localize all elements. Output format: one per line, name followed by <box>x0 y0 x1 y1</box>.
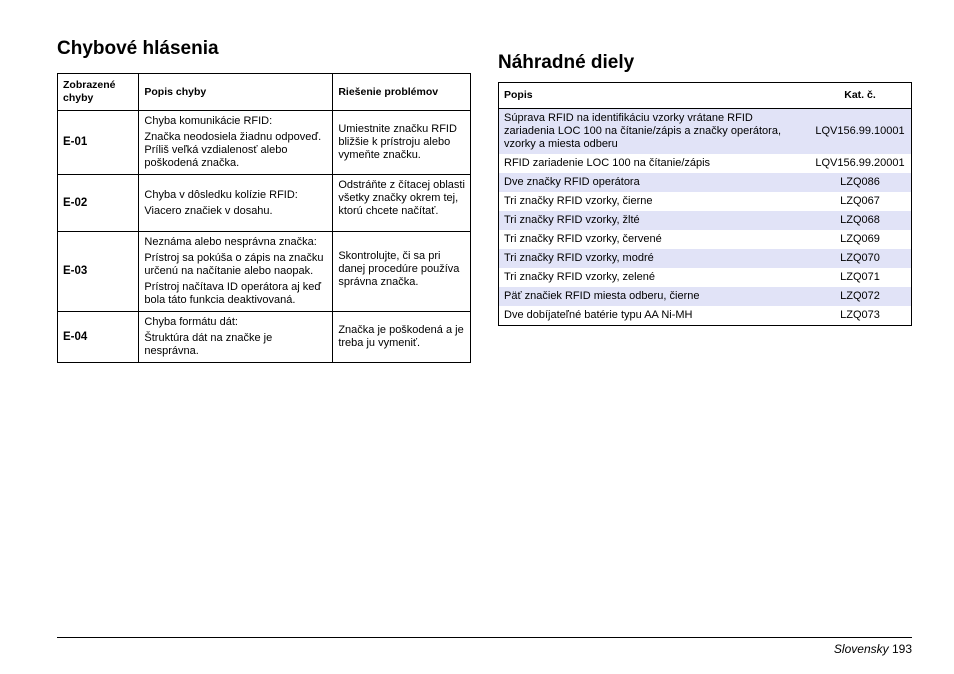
header-description: Popis chyby <box>139 74 333 111</box>
footer-language: Slovensky <box>833 642 889 656</box>
part-description: Súprava RFID na identifikáciu vzorky vrátane RFID zariadenia LOC 100 na čítanie/zápis a značky operátora, vzorky a miesta odberu <box>499 109 810 155</box>
footer-divider <box>57 637 912 638</box>
page-footer <box>834 642 912 656</box>
part-description: Tri značky RFID vzorky, žlté <box>499 211 810 230</box>
part-cat-number: LZQ069 <box>840 233 880 245</box>
part-description: RFID zariadenie LOC 100 na čítanie/zápis <box>504 157 711 169</box>
error-description-line: Chyba v dôsledku kolízie RFID: <box>144 188 298 201</box>
error-code: E-03 <box>58 232 139 312</box>
error-description <box>139 175 333 232</box>
error-description <box>139 312 333 363</box>
table-row <box>499 211 912 230</box>
spare-parts-title: Náhradné diely <box>498 52 635 73</box>
header-code: Zobrazené chyby <box>58 74 139 111</box>
table-row <box>499 249 912 268</box>
part-description: Päť značiek RFID miesta odberu, čierne <box>499 287 810 306</box>
error-description-line: Neznáma alebo nesprávna značka: <box>144 236 317 248</box>
table-row <box>499 192 912 211</box>
error-code: E-02 <box>58 175 139 232</box>
part-cat-number: LZQ073 <box>840 309 880 321</box>
error-description-line: Prístroj načítava ID operátora aj keď bola táto funkcia deaktivovaná. <box>144 281 322 306</box>
table-row <box>499 268 912 287</box>
header-description: Popis <box>499 83 810 109</box>
part-cat-number: LZQ067 <box>840 195 880 207</box>
error-solution: Umiestnite značku RFID bližšie k prístroju alebo vymeňte značku. <box>333 111 471 175</box>
table-row <box>58 312 471 363</box>
table-row <box>58 232 471 312</box>
error-solution: Odstráňte z čítacej oblasti všetky značky okrem tej, ktorú chcete načítať. <box>333 175 471 232</box>
part-cat-number: LQV156.99.20001 <box>815 157 905 169</box>
part-cat-number: LZQ086 <box>809 173 912 192</box>
error-description <box>139 232 333 312</box>
table-row <box>58 175 471 232</box>
error-description-line: Chyba formátu dát: <box>144 316 238 328</box>
error-solution: Značka je poškodená a je treba ju vymeniť. <box>333 312 471 363</box>
table-row <box>499 154 912 173</box>
error-description-line: Chyba komunikácie RFID: <box>144 115 273 127</box>
part-description: Dve dobíjateľné batérie typu AA Ni-MH <box>504 309 693 321</box>
error-description-line: Štruktúra dát na značke je nesprávna. <box>144 332 273 357</box>
error-solution: Skontrolujte, či sa pri danej procedúre používa správna značka. <box>333 232 471 312</box>
table-row <box>58 111 471 175</box>
part-description: Tri značky RFID vzorky, modré <box>499 249 810 268</box>
part-description: Tri značky RFID vzorky, červené <box>504 233 662 245</box>
part-cat-number: LZQ071 <box>840 271 880 283</box>
error-description-line: Značka neodosiela žiadnu odpoveď. Príliš veľká vzdialenosť alebo poškodená značka. <box>144 131 322 169</box>
part-cat-number: LZQ068 <box>809 211 912 230</box>
table-row <box>499 287 912 306</box>
error-messages-table <box>57 73 471 363</box>
part-cat-number: LZQ070 <box>809 249 912 268</box>
error-description-line: Viacero značiek v dosahu. <box>144 204 273 217</box>
table-row <box>499 173 912 192</box>
part-description: Tri značky RFID vzorky, zelené <box>504 271 655 283</box>
part-cat-number: LQV156.99.10001 <box>809 109 912 155</box>
table-header-row <box>58 74 471 111</box>
page-number: 193 <box>891 642 912 656</box>
table-row <box>499 306 912 326</box>
spare-parts-table <box>498 82 912 326</box>
table-row <box>499 230 912 249</box>
part-description: Dve značky RFID operátora <box>499 173 810 192</box>
error-description <box>139 111 333 175</box>
header-cat-number: Kat. č. <box>809 83 912 109</box>
table-header-row <box>499 83 912 109</box>
table-row <box>499 109 912 155</box>
header-solution: Riešenie problémov <box>333 74 471 111</box>
error-description-line: Prístroj sa pokúša o zápis na značku určenú na načítanie alebo naopak. <box>144 252 324 277</box>
part-cat-number: LZQ072 <box>809 287 912 306</box>
error-code: E-01 <box>58 111 139 175</box>
error-messages-title: Chybové hlásenia <box>57 38 219 59</box>
error-code: E-04 <box>58 312 139 363</box>
part-description: Tri značky RFID vzorky, čierne <box>504 195 653 207</box>
